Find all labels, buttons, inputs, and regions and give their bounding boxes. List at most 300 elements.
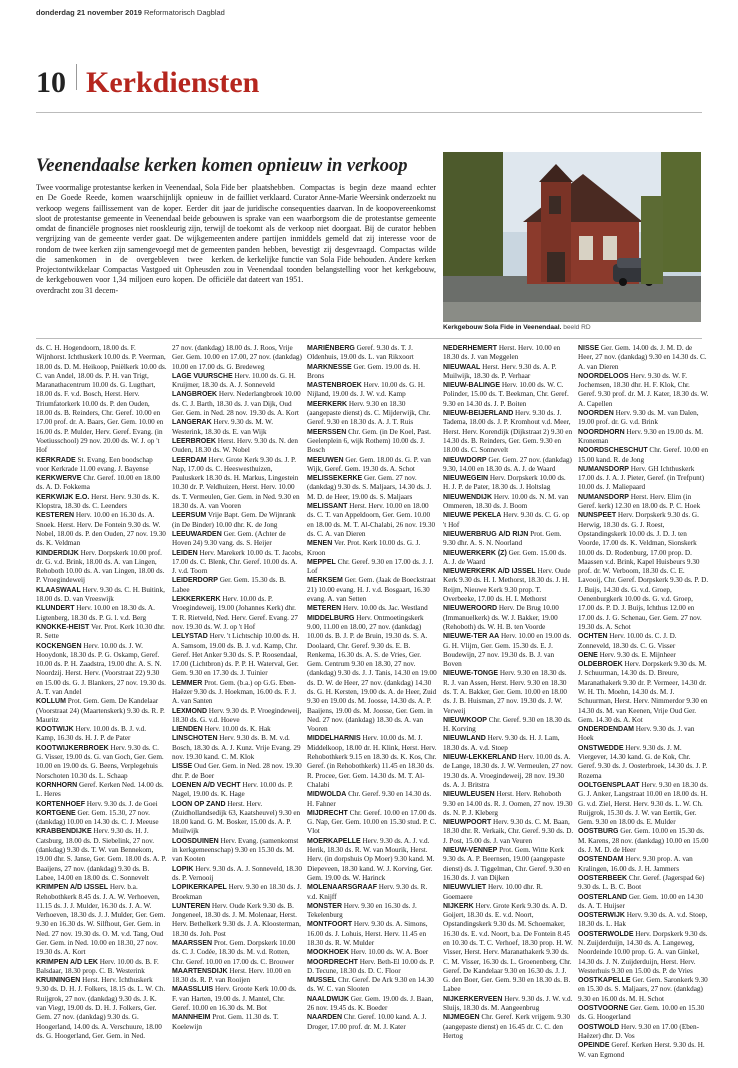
service-times: Ger. Gem. (Achter de Hoven 24) 9.30 vang. ds. S. Heijer <box>172 529 286 548</box>
place-name: LINSCHOTEN <box>172 735 218 743</box>
service-times: Herst. Herv. Elim (in Geref. kerk) 12.30 en 18.00 ds. P. C. Hoek <box>578 492 701 511</box>
place-name: KRABBENDIJKE <box>36 828 92 836</box>
place-name: KOCKENGEN <box>36 642 82 650</box>
service-times: Chr. Geref. De Ark 9.30 en 14.30 ds. W. C. van Slooten <box>307 976 434 994</box>
service-times: Herv. 9.30 en 19.00 ds. M. Kroneman <box>578 427 704 445</box>
service-times: Herv. 10.00 en 19.00 ds. G. H. Vlijm, Ger. Gem. 15.30 ds. E. J. Boudewijn, 27 nov. 19.30 ds. B. J. van Boven <box>443 632 572 669</box>
listing-entry <box>36 456 167 475</box>
place-name: METEREN <box>307 605 342 613</box>
listing-entry <box>36 958 167 977</box>
place-name: MONSTER <box>307 902 342 910</box>
service-times: Prot. Gem. 11.30 ds. T. Koelewijn <box>172 1013 279 1031</box>
listing-entry <box>578 744 709 781</box>
listing-entry <box>578 781 709 827</box>
service-times: Chr. Geref. 10.00 kand. A. J. Droger, 17.00 prof. dr. M. J. Kater <box>307 1013 427 1031</box>
service-times: Herst. Herv. 10.00 en 18.00 ds. C. T. van Appeldoorn, Ger. Gem. 10.00 en 18.00 ds. M. T. Al-Chalabi, 26 nov. 19.30 ds. C. A. van Dieren <box>307 502 436 538</box>
listing-entry <box>172 762 303 781</box>
photo-caption <box>443 324 591 331</box>
service-times: Herv. 9.30 ds. C. G. Visser, 19.00 ds. G. van Goch, Ger. Gem. 10.00 en 19.00 ds. G. Beens, Verplegehuis Norschoten 10.30 ds. L. Schaap <box>36 743 164 780</box>
place-name: KORNHORN <box>36 781 78 789</box>
listing-entry <box>172 865 303 884</box>
place-name: NIEUWLEUSEN <box>443 791 495 799</box>
service-times: Herv. 10.00 ds. P. Vroegindeweij, 19.00 (Johannes Kerk) dhr. T. R. Rietveld, Ned. Herv. Geref. Evang. 27 nov. 19.30 ds. W. J. op 't Hof <box>172 595 298 631</box>
listing-entry <box>36 549 167 586</box>
service-times: Herv. 9.30 en 18.30 (aangepaste dienst) ds. C. Mijderwijk, Chr. Geref. 9.30 en 18.30 ds. A. J. T. Ruis <box>307 399 431 427</box>
place-name: KESTEREN <box>36 512 75 520</box>
place-name: LIENDEN <box>172 726 203 734</box>
place-name: KLAASWAAL <box>36 586 81 594</box>
service-times: Herv. Oude Kerk 9.30 ds. H. I. Methorst, 18.30 ds. J. H. Reijm, Nieuwe Kerk 9.30 prop. T. Overbeeke, 17.00 ds. H. I. Methorst <box>443 567 571 604</box>
listing-entry <box>307 344 438 363</box>
listing-column-4 <box>443 344 574 1064</box>
service-times: Ger. Gem. 27 nov. (dankdag) 9.30, 14.00 en 18.30 ds. A. J. de Waard <box>443 455 572 473</box>
service-times: Herv. Dorpskerk 9.30 ds. N. Zuijderduijn, 14.30 ds. A. Langeweg, Noordeinde 10.00 prop. G. A. van Ginkel, 14.30 ds. J. N. Zuijderduijn, Herst. Herv. Westerhuis 9.30 en 15.00 ds. P. de Vries <box>578 929 708 975</box>
place-name: MEPPEL <box>307 558 336 566</box>
place-name: MOERKAPELLE <box>307 837 361 845</box>
place-name: NIEUW-LEKKERLAND <box>443 754 517 762</box>
service-times: Ger. Gem. 15.30 ds. B. Labee <box>172 576 286 594</box>
service-times: Ger. Gem. 19.00 ds. J. Baan, 26 nov. 19.45 ds. K. Boeder <box>307 994 434 1013</box>
service-times: Herv. Marekerk 10.00 ds. T. Jacobs, 17.00 ds. C. Blenk, Chr. Geref. 10.00 ds. A. J. v.d. Toorn <box>172 548 303 576</box>
article-headline: Veenendaalse kerken komen opnieuw in verkoop <box>36 156 408 176</box>
listing-entry <box>307 920 438 948</box>
place-name: MELISSANT <box>307 503 348 511</box>
service-times: Herv. 9.30 ds. E. Mijnheer <box>599 650 676 659</box>
listing-entry <box>172 576 303 595</box>
place-name: NIEUWERBRUG A/D RIJN <box>443 530 529 538</box>
listing-entry <box>443 511 574 530</box>
listing-entry <box>172 800 303 837</box>
listing-entry <box>172 1013 303 1032</box>
listing-entry <box>172 418 303 437</box>
place-name: LUNTEREN <box>172 902 211 910</box>
place-name: MIDDELHARNIS <box>307 735 361 743</box>
service-times: Herv. 9.30 ds. C. M. Baan, 18.30 dhr. R. Verkaik, Chr. Geref. 9.30 ds. D. J. Post, 15.00 ds. J. van Veuren <box>443 818 574 845</box>
listing-entry <box>443 493 574 512</box>
listing-entry <box>578 465 709 493</box>
service-times: Herv. De Brug 10.00 (Immanuelkerk) ds. W. J. Bakker, 19.00 (Rehoboth) ds. W. H. B. ten Voorde <box>443 604 559 631</box>
service-times: Herv. Dorpskerk 9.30 ds. M. J. Schuurman, 14.30 ds. D. Breure, Maranathakerk 9.30 dr. P. Vermeer, 14.30 dr. W. H. Th. Moehn, 14.30 ds. M. J. Schuurman, Herst. Herv. Nimmerdor 9.30 en 14.30 ds. M. van Keenen, Vrije Oud Ger. Gem. 14.30 ds. A. Kot <box>578 660 708 724</box>
service-times: Herv. Nederlangbroek 10.00 ds. C. J. Barth, 18.30 ds. J. van Dijk, Oud Ger. Gem. in Ned. 28 nov. 19.30 ds. A. Kort <box>172 390 301 418</box>
place-name: LEKKERKERK <box>172 596 221 604</box>
service-times: Herv. 10.00 ds. B. F. Balsdaar, 18.30 prop. C. B. Westerink <box>36 957 159 975</box>
date: donderdag 21 november 2019 <box>36 8 142 17</box>
listing-entry <box>307 995 438 1014</box>
place-name: MAARSSEN <box>172 940 213 947</box>
place-name: MARIËNBERG <box>307 345 355 352</box>
listing-entry <box>172 679 303 707</box>
listing-entry <box>307 734 438 790</box>
place-name: MEERKERK <box>307 400 348 408</box>
place-name: NIEUWE PEKELA <box>443 512 502 520</box>
service-times: Herv. 9.30 ds. M. W. Westerink, 18.30 ds. E. van Wijk <box>172 418 274 436</box>
paper-name: Reformatorisch Dagblad <box>143 8 225 17</box>
listing-entry <box>443 753 574 790</box>
place-name: LEERBROEK <box>172 437 216 445</box>
service-times: Geref. Kerken Ned. 14.00 ds. L. Heres <box>36 780 164 799</box>
service-times: Herv. 10.00 en 16.30 ds. A. Snoek. Herst. Herv. De Fontein 9.30 ds. W. Nobel, 18.00 ds. P. den Ouden, 27 nov. 19.30 ds. K. Veldman <box>36 511 166 548</box>
listing-entry <box>578 493 709 512</box>
place-name: MARKNESSE <box>307 363 352 371</box>
header-divider <box>76 64 77 90</box>
service-times: Ger. Gem. Saronkerk 9.30 en 15.30 ds. S. Maljaars, 27 nov. (dankdag) 9.30 en 16.00 ds. M. H. Schot <box>578 976 708 1003</box>
service-times: Ger. Gem. 27 nov. (dankdag) 9.30 ds. S. Maljaars, 14.30 ds. J. M. D. de Heer, 19.00 ds. S. Maljaars <box>307 474 432 501</box>
listing-entry <box>36 623 167 642</box>
service-times: Herst. Herv. 10.00 en 18.30 ds. R. P. van Rooijen <box>172 966 291 985</box>
place-name: NOORDHORN <box>578 428 625 436</box>
listing-entry <box>443 669 574 715</box>
listing-entry <box>172 939 303 967</box>
service-times: Ger. Gem. (Jaak de Boeckstraat 21) 10.00 evang. H. J. v.d. Bosgaart, 16.30 evang. A. van Setten <box>307 576 436 604</box>
service-times: Herv. 9.30 ds. H. J. Catsburg, 18.00 ds. D. Siebelink, 27 nov. (dankdag) 9.30 ds. T. W. van Bennekom, 19.00 dhr. S. Janse, Ger. Gem. 18.00 ds. A. P. Baaijens, 27 nov. (dankdag) 9.30 ds. B. Labee, 14.00 en 18.00 ds. C. Sonnevelt <box>36 827 167 882</box>
listing-entry <box>443 530 574 549</box>
listing-entry <box>172 595 303 632</box>
place-name: LEMMER <box>172 679 203 687</box>
listing-entry <box>307 400 438 428</box>
listing-entry <box>443 818 574 846</box>
service-times: Herv. 10.00 ds. N. M. van Ommeren, 18.30 ds. J. Boom <box>443 492 569 511</box>
listing-entry <box>443 995 574 1014</box>
service-times: Herv. 10.00 ds. M. J. Middelkoop, 18.00 dr. H. Klink, Herst. Herv. Rehobothkerk 9.15 en 18.30 ds. K. Kos, Chr. Geref. (in Rehobothkerk) 11.45 en 18.30 ds. R. Procee, Ger. Gem. 14.30 ds. M. T. Al-Chalabi <box>307 734 437 789</box>
place-name: MAARTENSDIJK <box>172 967 228 975</box>
listing-entry <box>443 902 574 995</box>
listing-entry <box>307 614 438 735</box>
listing-entry <box>172 344 303 372</box>
place-name: MASTENBROEK <box>307 382 362 390</box>
listing-entry <box>307 539 438 558</box>
service-times: Herv. 10.00 ds. B. J. v.d. Kamp, 16.30 ds. H. J. P. de Pater <box>36 725 147 743</box>
listing-entry <box>443 549 574 568</box>
service-times: Herv. 9.30 ds. A. Simons, 16.00 ds. J. Lohuis, Herst. Herv. 11.45 en 18.30 ds. R. W. Mulder <box>307 920 428 947</box>
service-times: Chr. Gem. (in De Koel, Past. Geelenplein 6, wijk Rothem) 10.00 ds. J. Bosch <box>307 427 431 455</box>
service-times: Herst. Herv. (Zuidhollandsedijk 63, Kaatsheuvel) 9.30 en 18.00 kand. G. M. Bosker, 15.00 ds. A. P. Muilwijk <box>172 799 301 836</box>
listing-entry <box>36 800 167 809</box>
listing-entry <box>172 725 303 734</box>
place-name: OOSTERBEEK <box>578 874 628 882</box>
listing-entry <box>172 530 303 549</box>
place-name: MEERSSEN <box>307 428 347 436</box>
place-name: MAASSLUIS <box>172 986 214 994</box>
place-name: LEIDERDORP <box>172 577 218 585</box>
service-times: Oud Ger. Gem. in Ned. 28 nov. 19.30 dhr. P. de Boer <box>172 762 302 780</box>
place-name: OOSTBURG <box>578 828 619 836</box>
place-name: MUSSEL <box>307 977 337 985</box>
page-dateline <box>36 8 225 17</box>
listing-entry <box>172 456 303 512</box>
service-times: Herv. Dorpskerk 9.30 ds. G. Herwig, 18.30 ds. G. J. Roest, Opstandingskerk 10.00 ds. J. D. J. ten Voorde, 17.00 ds. K. Veldman, Sionskerk 10.00 ds. D. Rodenburg, 17.00 prop. D. Maassen v.d. Brink, Kapel Huisbeurs 9.30 prof. dr. W. Verboom, 18.30 ds. C. E. Lavooij, Chr. Geref. Dorpskerk 9.30 ds. P. D. J. Buijs, 14.30 ds. G. v.d. Groep, Oenenburgkerk 10.00 ds. G. v.d. Groep, 17.00 ds. P. D. J. Buijs, Ichthus 12.00 en 17.00 ds. J. G. Schenau, Ger. Gem. 27 nov. 19.30 ds. A. Schot <box>578 511 709 631</box>
place-name: NIEUWAAL <box>443 363 481 371</box>
listing-entry <box>172 390 303 418</box>
place-name: NEDERHEMERT <box>443 345 498 352</box>
listing-entry <box>307 790 438 809</box>
listing-entry <box>578 1004 709 1023</box>
place-name: OENE <box>578 651 598 659</box>
service-times: Herv. Grote Kerk 9.30 ds. J. P. Nap, 17.00 ds. C. Heeswesthuizen, Pauluskerk 18.30 ds. H. Markus, Lingestein 10.30 dr. P. Veldhuizen, Herst. Herv. 10.00 ds. T. Vermeulen, Ger. Gem. in Ned. 9.30 en 18.30 ds. A. van Vooren <box>172 455 300 511</box>
listing-entry <box>578 372 709 409</box>
listing-entry <box>578 1023 709 1042</box>
service-times: Herv. 9.30 ds. P. Vroegindeweij, 18.30 ds. G. v.d. Hoeve <box>172 706 302 724</box>
service-times: Herv. 10.00 ds. P. Nagel, 19.00 ds. K. Hage <box>172 780 293 799</box>
service-times: Ger. Gem. 10.00 en 15.30 ds. M. Karens, 28 nov. (dankdag) 10.00 en 15.00 ds. J. M. D. de Heer <box>578 827 709 855</box>
service-times: Herv. GH Ichthuskerk 17.00 ds. J. A. J. Pieter, Geref. (in Trefpunt) 10.00 ds. J. Maliepaard <box>578 464 705 492</box>
listing-entry <box>172 985 303 1013</box>
place-name: LOON OP ZAND <box>172 800 226 808</box>
listing-entry <box>578 344 709 372</box>
service-times: Herst. Herv. 9.30 ds. A. P. Muilwijk, 18.30 ds. P. Verhaar <box>443 362 557 380</box>
service-times: Herv. 9.30 ds. J. M. Viergever, 14.30 kand. G. de Kok, Chr. Geref. 9.30 ds. J. Oosterbroek, 14.30 ds. J. P. Rozema <box>578 743 708 780</box>
page-header <box>36 66 259 100</box>
place-name: MOORDRECHT <box>307 958 358 966</box>
caption-text: Kerkgebouw Sola Fide in Veenendaal. <box>443 324 562 331</box>
service-times: Herv. 9.30 ds. W. F. Jochemsen, 18.30 dhr. H. F. Klok, Chr. Geref. 9.30 prof. dr. M. J. Kater, 18.30 ds. W. A. Capellen <box>578 371 709 408</box>
service-times: Chr. Geref. 10.00 en 18.00 ds. A. D. Fokkema <box>36 474 160 492</box>
place-name: MIJDRECHT <box>307 809 348 817</box>
listing-entry <box>307 474 438 502</box>
service-times: Herst. Herv. 10.00 en 18.30 ds. J. van Meggelen <box>443 344 561 362</box>
listing-entry <box>36 976 167 1041</box>
service-times: Herv. 10.00 dhr. R. Goemaere <box>443 883 543 901</box>
listing-entry <box>172 372 303 391</box>
service-times: Herv. Oude Kerk 9.30 ds. B. Jongeneel, 18.30 ds. J. M. Molenaar, Herst. Herv. Bethelkerk 9.30 ds. J. A. Kloosterman, 18.30 ds. Joh. Post <box>172 901 301 938</box>
place-name: NIEUWEROORD <box>443 605 498 613</box>
place-name: NIEUWEGEIN <box>443 475 489 483</box>
place-name: NIEUWLAND <box>443 735 486 743</box>
place-name: OPEINDE <box>578 1042 610 1050</box>
place-name: LEXMOND <box>172 707 207 715</box>
service-times: Herv. Grote Kerk 9.30 ds. A. D. Goijert, 18.30 ds. E. v.d. Noort, Opstandingskerk 9.30 ds. M. Schoemaker, 16.30 ds. E. v.d. Noort, b.a. De Fontein 8.45 en 10.30 ds. T. C. Verhoef, 18.30 prop. H. W. Visser, Herst. Herv. Maranathakerk 9.30 ds. C. M. Visser, 16.30 ds. L. Groenenberg, Chr. Geref. De Kandelaar 9.30 en 16.30 ds. J. J. G. den Boer, Ger. Gem. 9.30 en 18.30 ds. B. Labee <box>443 901 573 994</box>
service-times: Prot. Gem. Dorpskerk 10.00 ds. C. J. Codée, 18.30 ds. M. v.d. Rotten, Chr. Geref. 10.00 en 17.00 ds. C. Brouwer <box>172 939 296 966</box>
service-times: Chr. Geref. 9.30 en 18.30 ds. H. Korving <box>443 715 572 734</box>
service-times: Herv. 9.30 en 18.30 ds. J. Broekman <box>172 883 302 901</box>
listing-entry <box>172 437 303 456</box>
listing-entry <box>578 409 709 428</box>
listing-entry <box>578 930 709 976</box>
service-times: Prot. Gem. Witte Kerk 9.30 ds. A. P. Beernsen, 19.00 (aangepaste dienst) ds. J. Tiggelman, Chr. Geref. 9.30 en 16.30 ds. J. van Dijken <box>443 846 571 882</box>
story-rule <box>36 338 702 339</box>
listing-entry <box>307 1013 438 1032</box>
service-times: Ger. Gem. 14.00 ds. J. M. D. de Heer, 27 nov. (dankdag) 9.30 en 14.30 ds. C. A. van Dieren <box>578 344 707 371</box>
place-name: NAALDWIJK <box>307 995 349 1003</box>
listing-entry <box>172 707 303 726</box>
listing-entry <box>172 549 303 577</box>
listing-entry <box>578 725 709 744</box>
service-times: Herv. 9.30 en 18.30 ds. G. J. Anker, Langstraat 10.00 en 18.00 ds. H. G. v.d. Ziel, Herst. Herv. 9.30 ds. L. W. Ch. Ruijgrok, 15.30 ds. J. W. van Eertik, Ger. Gem. 9.30 en 18.00 ds. E. Mulder <box>578 780 708 827</box>
place-name: NIEUWDORP <box>443 456 487 464</box>
listing-entry <box>36 725 167 744</box>
place-name: KINDERDIJK <box>36 549 79 557</box>
place-name: NIEUW-BALINGE <box>443 382 501 390</box>
place-name: NUNSPEET <box>578 512 617 520</box>
place-name: KOLLUM <box>36 698 66 706</box>
service-times: Chr. Geref. 9.30 en 14.30 ds. H. Fahner <box>307 790 432 808</box>
listing-entry <box>307 428 438 456</box>
service-times: Herv. 9.30 ds. C. H. Buitink, 18.00 ds. D. van Vreeswijk <box>36 585 165 604</box>
listing-entry <box>578 1041 709 1060</box>
place-name: LANGERAK <box>172 419 212 427</box>
header-rule <box>36 112 702 113</box>
service-times: Prot. Gem. 9.30 dhr. A. S. N. Noorland <box>443 529 562 548</box>
service-times: Ger. Gem. 15.00 ds. A. J. de Waard <box>443 548 567 566</box>
place-name: LISSE <box>172 763 193 771</box>
listing-entry <box>443 363 574 382</box>
place-name: LOENEN A/D VECHT <box>172 781 241 789</box>
listing-entry <box>172 781 303 800</box>
service-times: Herv. 9.30 ds. A. v.d. Stoep, 18.30 ds. L. Hak <box>578 911 708 929</box>
service-times: Ger. Gem. 15.30, 27 nov. (dankdag) 10.00 en 14.30 ds. C. J. Meeuse <box>36 808 159 827</box>
listing-entry <box>307 958 438 977</box>
listing-entry <box>443 734 574 753</box>
service-times: Chr. Geref. (Jagerspad 6e) 9.30 ds. L. B. C. Boot <box>578 873 705 892</box>
place-name: MELISSEKERKE <box>307 475 363 483</box>
photo-credit: beeld RD <box>563 324 591 331</box>
listing-entry <box>443 1013 574 1041</box>
place-name: KOOTWIJKERBROEK <box>36 744 109 752</box>
listing-entry <box>443 456 574 475</box>
listing-entry <box>172 837 303 865</box>
service-times: Vrije Bapt. Gem. De Wijnrank (in De Binder) 10.00 dhr. K. de Jong <box>172 511 296 529</box>
place-name: OOSTERWIJK <box>578 912 625 920</box>
listing-entry <box>443 790 574 818</box>
listing-entry <box>36 493 167 512</box>
service-times: Herv. Beth-El 10.00 ds. P. D. Tecune, 18.30 ds. D. C. Floor <box>307 957 435 975</box>
place-name: KORTENHOEF <box>36 800 85 808</box>
listing-entry <box>307 604 438 613</box>
place-name: NIEUWERKERK (Z) <box>443 549 507 557</box>
place-name: OOSTERWOLDE <box>578 930 634 938</box>
service-times: Herv. 9.30 ds. M. van Dalen, 19.00 prof. dr. G. v.d. Brink <box>578 409 699 427</box>
service-times: Ger. Gem. 19.00 ds. H. Brons <box>307 362 421 380</box>
place-name: LEERSUM <box>172 512 207 520</box>
listing-entry <box>443 409 574 455</box>
place-name: KORTGENE <box>36 809 76 817</box>
place-name: MOOKHOEK <box>307 949 349 957</box>
place-name: ONSTWEDDE <box>578 744 624 752</box>
service-times: Prot. Gem. (b.a.) op G.G. Eben-Haëzer 9.30 ds. J. Hoekman, 16.00 ds. F. J. A. van Santen <box>172 678 297 706</box>
service-times: Herv. 9.30 ds. J. Tadema, 18.00 ds. J. P. Kromhout v.d. Meer, Herst. Herv. Korendijk (Dijkstraat 2) 9.30 en 14.30 ds. B. Reinders, Ger. Gem. 9.30 en 18.00 ds. C. Sonnevelt <box>443 409 573 455</box>
listing-entry <box>443 632 574 669</box>
place-name: LEEUWARDEN <box>172 530 222 538</box>
service-times: Herv. Dorpskerk 10.00 ds. H. J. P. de Pater, 18.30 ds. J. Holtslag <box>443 474 566 492</box>
listing-column-5 <box>578 344 709 1064</box>
listing-entry <box>443 474 574 493</box>
listing-entry <box>307 883 438 902</box>
place-name: NUMANSDORP <box>578 465 629 473</box>
listing-entry <box>307 558 438 577</box>
service-times: Chr. Geref. Kerk vrijgem. 9.30 (aangepaste dienst) en 16.45 dr. C. C. den Hertog <box>443 1013 570 1040</box>
place-name: MANNHEIM <box>172 1014 211 1022</box>
article-column-2 <box>237 183 436 286</box>
place-name: LEERDAM <box>172 456 207 464</box>
place-name: KNOKKE-HEIST <box>36 623 90 631</box>
service-times: Herv. 9.30 ds. H. J. Lam, 18.30 ds. A. v.d. Stoep <box>443 734 560 752</box>
service-times: Herst. Herv. Ichthuskerk 9.30 ds. D. H. J. Folkers, 18.15 ds. L. W. Ch. Ruijgrok, 27 nov. (dankdag) 9.30 ds. J. K. van Viegt, 19.00 ds. D. H. J. Folkers, Ger. Gem. 27 nov. (dankdag) 9.30 ds. G. Hoogerland, 14.00 ds. A. Verschuure, 18.00 ds. G. Hoogerland, Ger. Gem. in Ned. <box>36 976 166 1040</box>
service-times: Herv. 't Lichtschip 10.00 ds. H. A. Samsom, 19.00 ds. B. J. v.d. Kamp, Chr. Geref. Het Anker 9.30 ds. S. P. Roosendaal, 17.00 (Lichtbron) ds. P. P. H. Waterval, Ger. Gem. 9.30 en 17.30 ds. J. Tuinier <box>172 632 300 678</box>
place-name: NIEUWE-TONGE <box>443 670 499 678</box>
service-times: Herv. 9.30 ds. J. W. v.d. Sluijs, 18.30 ds. M. Aangeenbrug <box>443 994 573 1013</box>
place-name: LOPIKERKAPEL <box>172 884 227 892</box>
place-name: NIEUWVLIET <box>443 884 487 892</box>
listing-entry <box>36 604 167 623</box>
listing-entry <box>443 883 574 902</box>
service-times: Herv. Dorpskerk 10.00 prof. dr. G. v.d. Brink, 18.00 ds. A. van Lingen, Rehoboth 10.00 ds. A. van Lingen, 18.00 ds. P. Vroegindeweij <box>36 548 165 585</box>
listing-entry <box>578 632 709 651</box>
listing-entry <box>578 446 709 465</box>
place-name: LOPIK <box>172 865 194 873</box>
listing-entry <box>307 976 438 995</box>
service-times: ds. C. H. Hogendoorn, 18.00 ds. F. Wijnhorst. Ichthuskerk 10.00 ds. P. Veerman, 18.00 ds. D. M. Heikoop, Pniëlkerk 10.00 ds. C. van Andel, 18.00 ds. P. H. van Trigt, Maranathacentrum 10.00 ds. G. Lugthart, 18.00 ds. F. v.d. Bosch, Herst. Herv. Triumfatorkerk 10.00 ds. P. den Ouden, 18.00 ds. B. Reinders, Chr. Geref. 10.00 en 17.00 prof. dr. A. Baars, Ger. Gem. 10.00 en 16.00 ds. P. Mulder, Herv. Geref. Evang. (in Voetiusschool) 29 nov. 20.00 ds. W. J. op 't Hof <box>36 344 167 455</box>
service-times: Herv. 10.00 ds. G. H. Kruijmer, 18.30 ds. A. J. Sonneveld <box>172 371 296 390</box>
church-photo <box>443 152 701 322</box>
listing-entry <box>36 827 167 883</box>
listing-entry <box>307 837 438 883</box>
service-times: Herv. 9.30 en 16.30 ds. J. Tekelenburg <box>307 901 417 920</box>
listing-column-1 <box>36 344 167 1064</box>
service-times: Herv. 9.30 ds. A. J. Sonneveld, 18.30 ds. P. Vernooij <box>172 864 302 882</box>
service-times: Herv. b.a. Rehobothkerk 8.45 ds. J. A. W. Verhoeven, 11.15 ds. J. J. Mulder, 16.30 ds. J. A. W. Verhoeven, 18.30 ds. J. J. Mulder, Ger. Gem. 9.30 en 16.30 ds. W. Silfhout, Ger. Gem. in Ned. 27 nov. 19.30 ds. O. M. v.d. Tang, Oud Ger. Gem. in Ned. 10.00 en 18.30, 27 nov. 19.30 ds. A. Kort <box>36 883 166 957</box>
place-name: NIEUWPOORT <box>443 819 492 827</box>
listing-entry <box>578 428 709 447</box>
listing-entry <box>172 734 303 762</box>
church-photo-illustration <box>443 152 701 322</box>
listing-entry <box>307 576 438 604</box>
place-name: KERKWERVE <box>36 475 82 483</box>
listing-entry <box>578 976 709 1004</box>
place-name: MEEUWEN <box>307 456 344 464</box>
service-times: Herv. 10.00 ds. W. A. Boer <box>350 948 429 957</box>
place-name: LAGE VUURSCHE <box>172 372 233 380</box>
place-name: OOSTENDAM <box>578 856 624 864</box>
listing-entry <box>578 893 709 912</box>
place-name: MOLENAARSGRAAF <box>307 884 377 892</box>
place-name: NIEUWE-TER AA <box>443 633 500 641</box>
listing-entry <box>578 511 709 632</box>
service-times: Chr. Geref. 10.00 en 17.00 ds. G. Nap, Ger. Gem. 10.00 en 15.30 stud. P. C. Vlot <box>307 808 437 836</box>
place-name: NOORDEN <box>578 410 614 418</box>
service-times: Geref. 9.30 ds. T. J. Oldenhuis, 19.00 ds. L. van Rikxoort <box>307 344 414 362</box>
listing-entry <box>36 474 167 493</box>
service-times: Herv. 10.00 ds. A. de Lange, 18.30 ds. J. W. Vermeulen, 27 nov. 19.30 ds. A. Vroegindeweij, 28 nov. 19.30 ds. A. J. Britstra <box>443 753 573 789</box>
service-times: Herv. 10.00 ds. Jac. Westland <box>343 604 428 613</box>
service-times: Herv. 10.00 ds. G. H. Nijland, 19.00 ds. J. W. v.d. Kamp <box>307 381 425 399</box>
listing-entry <box>578 660 709 725</box>
page-number: 10 <box>36 66 66 99</box>
service-times: Herv. 10.00 ds. J. W. Hooydonk, 18.30 ds. P. G. Oskamp, Geref. 10.00 ds. P. H. Zaadstra, 19.00 dhr. A. S. N. Noordzij. Herst. Herv. (Voorstraat 22) 9.30 en 15.00 ds. G. J. Blankers, 27 nov. 19.30 ds. A. T. van Andel <box>36 641 166 696</box>
service-times: Ver. Prot. Kerk 10.00 ds. G. J. Kroon <box>307 539 421 557</box>
place-name: LOOSDUINEN <box>172 837 219 845</box>
service-times: Ger. Gem. 10.00 en 15.30 ds. G. Hoogerland <box>578 1004 705 1022</box>
section-title: Kerkdiensten <box>86 66 260 99</box>
place-name: KLUNDERT <box>36 605 75 613</box>
listing-entry <box>307 809 438 837</box>
service-times: Herv. 10.00 ds. W. C. Polinder, 15.00 ds. T. Beekman, Chr. Geref. 9.30 en 14.30 ds. J. P. Boiten <box>443 381 569 408</box>
service-times: Herv. 9.30 ds. B. M. v.d. Bosch, 18.30 ds. A. J. Kunz. Vrije Evang. 29 nov. 19.30 kand. C. M. Klok <box>172 734 301 762</box>
listing-entry <box>307 381 438 400</box>
place-name: OOSTWOLD <box>578 1023 620 1031</box>
place-name: OOSTVOORNE <box>578 1005 629 1013</box>
listing-entry <box>36 586 167 605</box>
service-times: Herv. 9.30 ds. C. G. op 't Hof <box>443 511 570 529</box>
service-times: Herv. 9.30 prop. A. van Kralingen, 16.00 ds. J. H. Jammers <box>578 855 693 873</box>
listing-entry <box>36 809 167 828</box>
place-name: LELYSTAD <box>172 633 208 641</box>
service-times: Herv. 9.30 ds. R. v.d. Knijff <box>307 883 428 901</box>
place-name: KRIMPEN A/D IJSSEL <box>36 884 109 892</box>
place-name: KERKWIJK E.O. <box>36 493 90 501</box>
article-column-1 <box>36 183 235 296</box>
listing-entry <box>443 846 574 883</box>
listing-entry <box>307 902 438 921</box>
service-times: 27 nov. (dankdag) 18.00 ds. J. Roos, Vrije Ger. Gem. 10.00 en 17.00, 27 nov. (dankdag) 10.00 en 17.00 ds. G. Bredeweg <box>172 344 302 371</box>
